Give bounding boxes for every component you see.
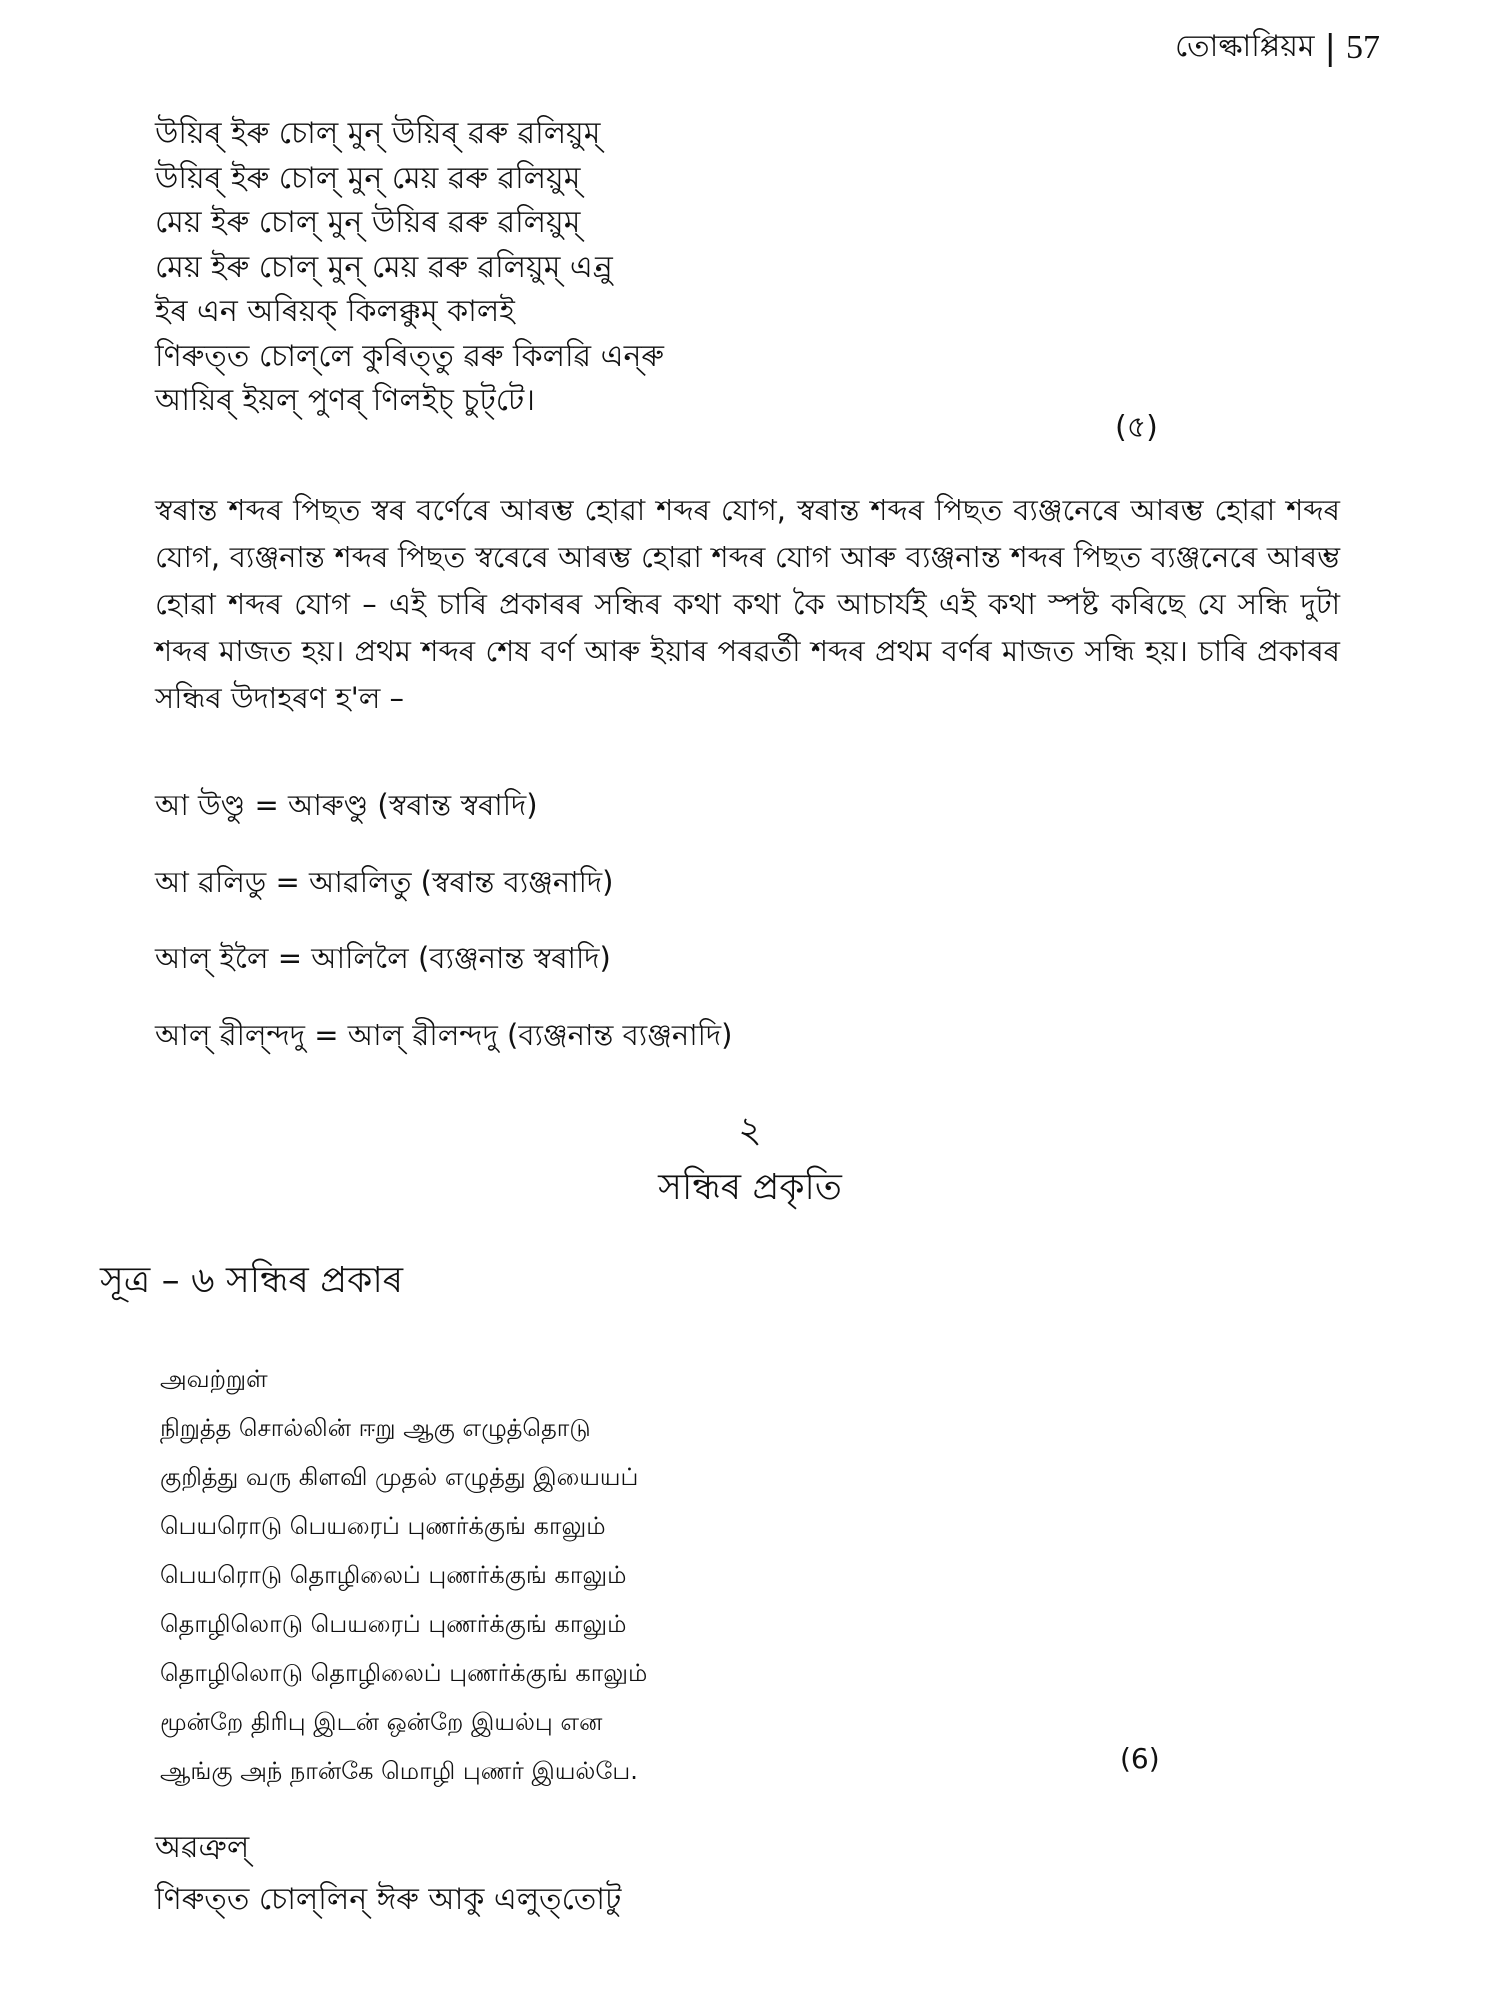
- tamil-line: தொழிலொடு பெயரைப் புணர்க்குங் காலும்: [160, 1610, 627, 1638]
- tamil-line: ஆங்கு அந் நான்கே மொழி புணர் இயல்பே.: [160, 1757, 638, 1785]
- verse-line: উয়িৰ্ ইৰু চোল্ মুন্ উয়িৰ্ ৱৰু ৱলিয়ুম্: [155, 116, 601, 151]
- example-vowel-vowel: আ উণ্ডু = আৰুণ্ডু (স্বৰান্ত স্বৰাদি): [155, 788, 538, 822]
- commentary-paragraph: স্বৰান্ত শব্দৰ পিছত স্বৰ বৰ্ণেৰে আৰম্ভ হোৱা শব্দৰ যোগ, স্বৰান্ত শব্দৰ পিছত ব্যঞ্জনেৰে আৰম্ভ হোৱা শব্দৰ যোগ, ব্যঞ্জনান্ত শব্দৰ পিছত স্বৰেৰে আৰম্ভ হোৱা শব্দৰ যোগ আৰু ব্যঞ্জনান্ত শব্দৰ পিছত ব্যঞ্জনেৰে আৰম্ভ হোৱা শব্দৰ যোগ – এই চাৰি প্ৰকাৰৰ সন্ধিৰ কথা কথা কৈ আচাৰ্যই এই কথা স্পষ্ট কৰিছে যে সন্ধি দুটা শব্দৰ মাজত হয়। প্ৰথম শব্দৰ শেষ বৰ্ণ আৰু ইয়াৰ পৰৱৰ্তী শব্দৰ প্ৰথম বৰ্ণৰ মাজত সন্ধি হয়। চাৰি প্ৰকাৰৰ সন্ধিৰ উদাহৰণ হ'ল –: [155, 493, 1340, 715]
- tamil-title: அவற்றுள்: [160, 1365, 268, 1393]
- tamil-line: தொழிலொடு தொழிலைப் புணர்க்குங் காலும்: [160, 1659, 648, 1687]
- transliteration-block: [155, 1822, 621, 1926]
- tamil-line: நிறுத்த சொல்லின் ஈறு ஆகு எழுத்தொடு: [160, 1414, 591, 1442]
- example-consonant-vowel: আল্ ইলৈ = আলিলৈ (ব্যঞ্জনান্ত স্বৰাদি): [155, 941, 611, 975]
- tamil-verse-block: [160, 1355, 647, 1796]
- tamil-line: பெயரொடு பெயரைப் புணர்க்குங் காலும்: [160, 1512, 606, 1540]
- tamil-line: மூன்றே திரிபு இடன் ஒன்றே இயல்பு என: [160, 1708, 603, 1736]
- tamil-line: குறித்து வரு கிளவி முதல் எழுத்து இயையப்: [160, 1463, 639, 1491]
- verse-number: (৫): [1115, 410, 1158, 445]
- section-title: সন্ধিৰ প্ৰকৃতি: [658, 1167, 842, 1208]
- verse-line: উয়িৰ্ ইৰু চোল্ মুন্ মেয় ৱৰু ৱলিয়ুম্: [155, 160, 581, 196]
- verse-line: ইৰ এন অৰিয়ক্ কিলক্কুম্ কালই: [155, 294, 515, 329]
- tamil-verse-number: (6): [1120, 1742, 1160, 1775]
- verse-block: [155, 112, 664, 424]
- transliteration-title: অৱত্ৰুল্: [155, 1830, 250, 1865]
- verse-line: মেয় ইৰু চোল্ মুন্ উয়িৰ ৱৰু ৱলিয়ুম্: [155, 205, 581, 240]
- header-separator: |: [1324, 27, 1336, 68]
- section-number: ২: [738, 1110, 762, 1151]
- verse-line: মেয় ইৰু চোল্ মুন্ মেয় ৱৰু ৱলিয়ুম্ এন্ৰু: [155, 249, 613, 285]
- book-title: তোল্কাপ্পিয়ম: [1174, 29, 1315, 64]
- running-header: [1175, 22, 1380, 73]
- example-consonant-consonant: আল্ ৱীল্‌ন্দদু = আল্ ৱীলন্দদু (ব্যঞ্জনান্ত ব্যঞ্জনাদি): [155, 1018, 733, 1052]
- example-vowel-consonant: আ ৱলিডু = আৱলিতু (স্বৰান্ত ব্যঞ্জনাদি): [155, 865, 614, 899]
- verse-line: আয়িৰ্ ইয়ল্ পুণৰ্ ণিলইচ্ চুট্‌টে।: [155, 383, 535, 418]
- transliteration-line: ণিৰুত্‌ত চোল্‌লিন্ ঈৰু আকু এলুত্‌তোটু: [155, 1882, 622, 1917]
- verse-line: ণিৰুত্‌ত চোল্‌লে কুৰিত্‌তু ৱৰু কিলৱি এন্‌ৰু: [155, 338, 664, 374]
- sutra-heading: সূত্ৰ – ৬ সন্ধিৰ প্ৰকাৰ: [100, 1260, 404, 1301]
- page-number: 57: [1346, 28, 1380, 66]
- tamil-line: பெயரொடு தொழிலைப் புணர்க்குங் காலும்: [160, 1561, 627, 1589]
